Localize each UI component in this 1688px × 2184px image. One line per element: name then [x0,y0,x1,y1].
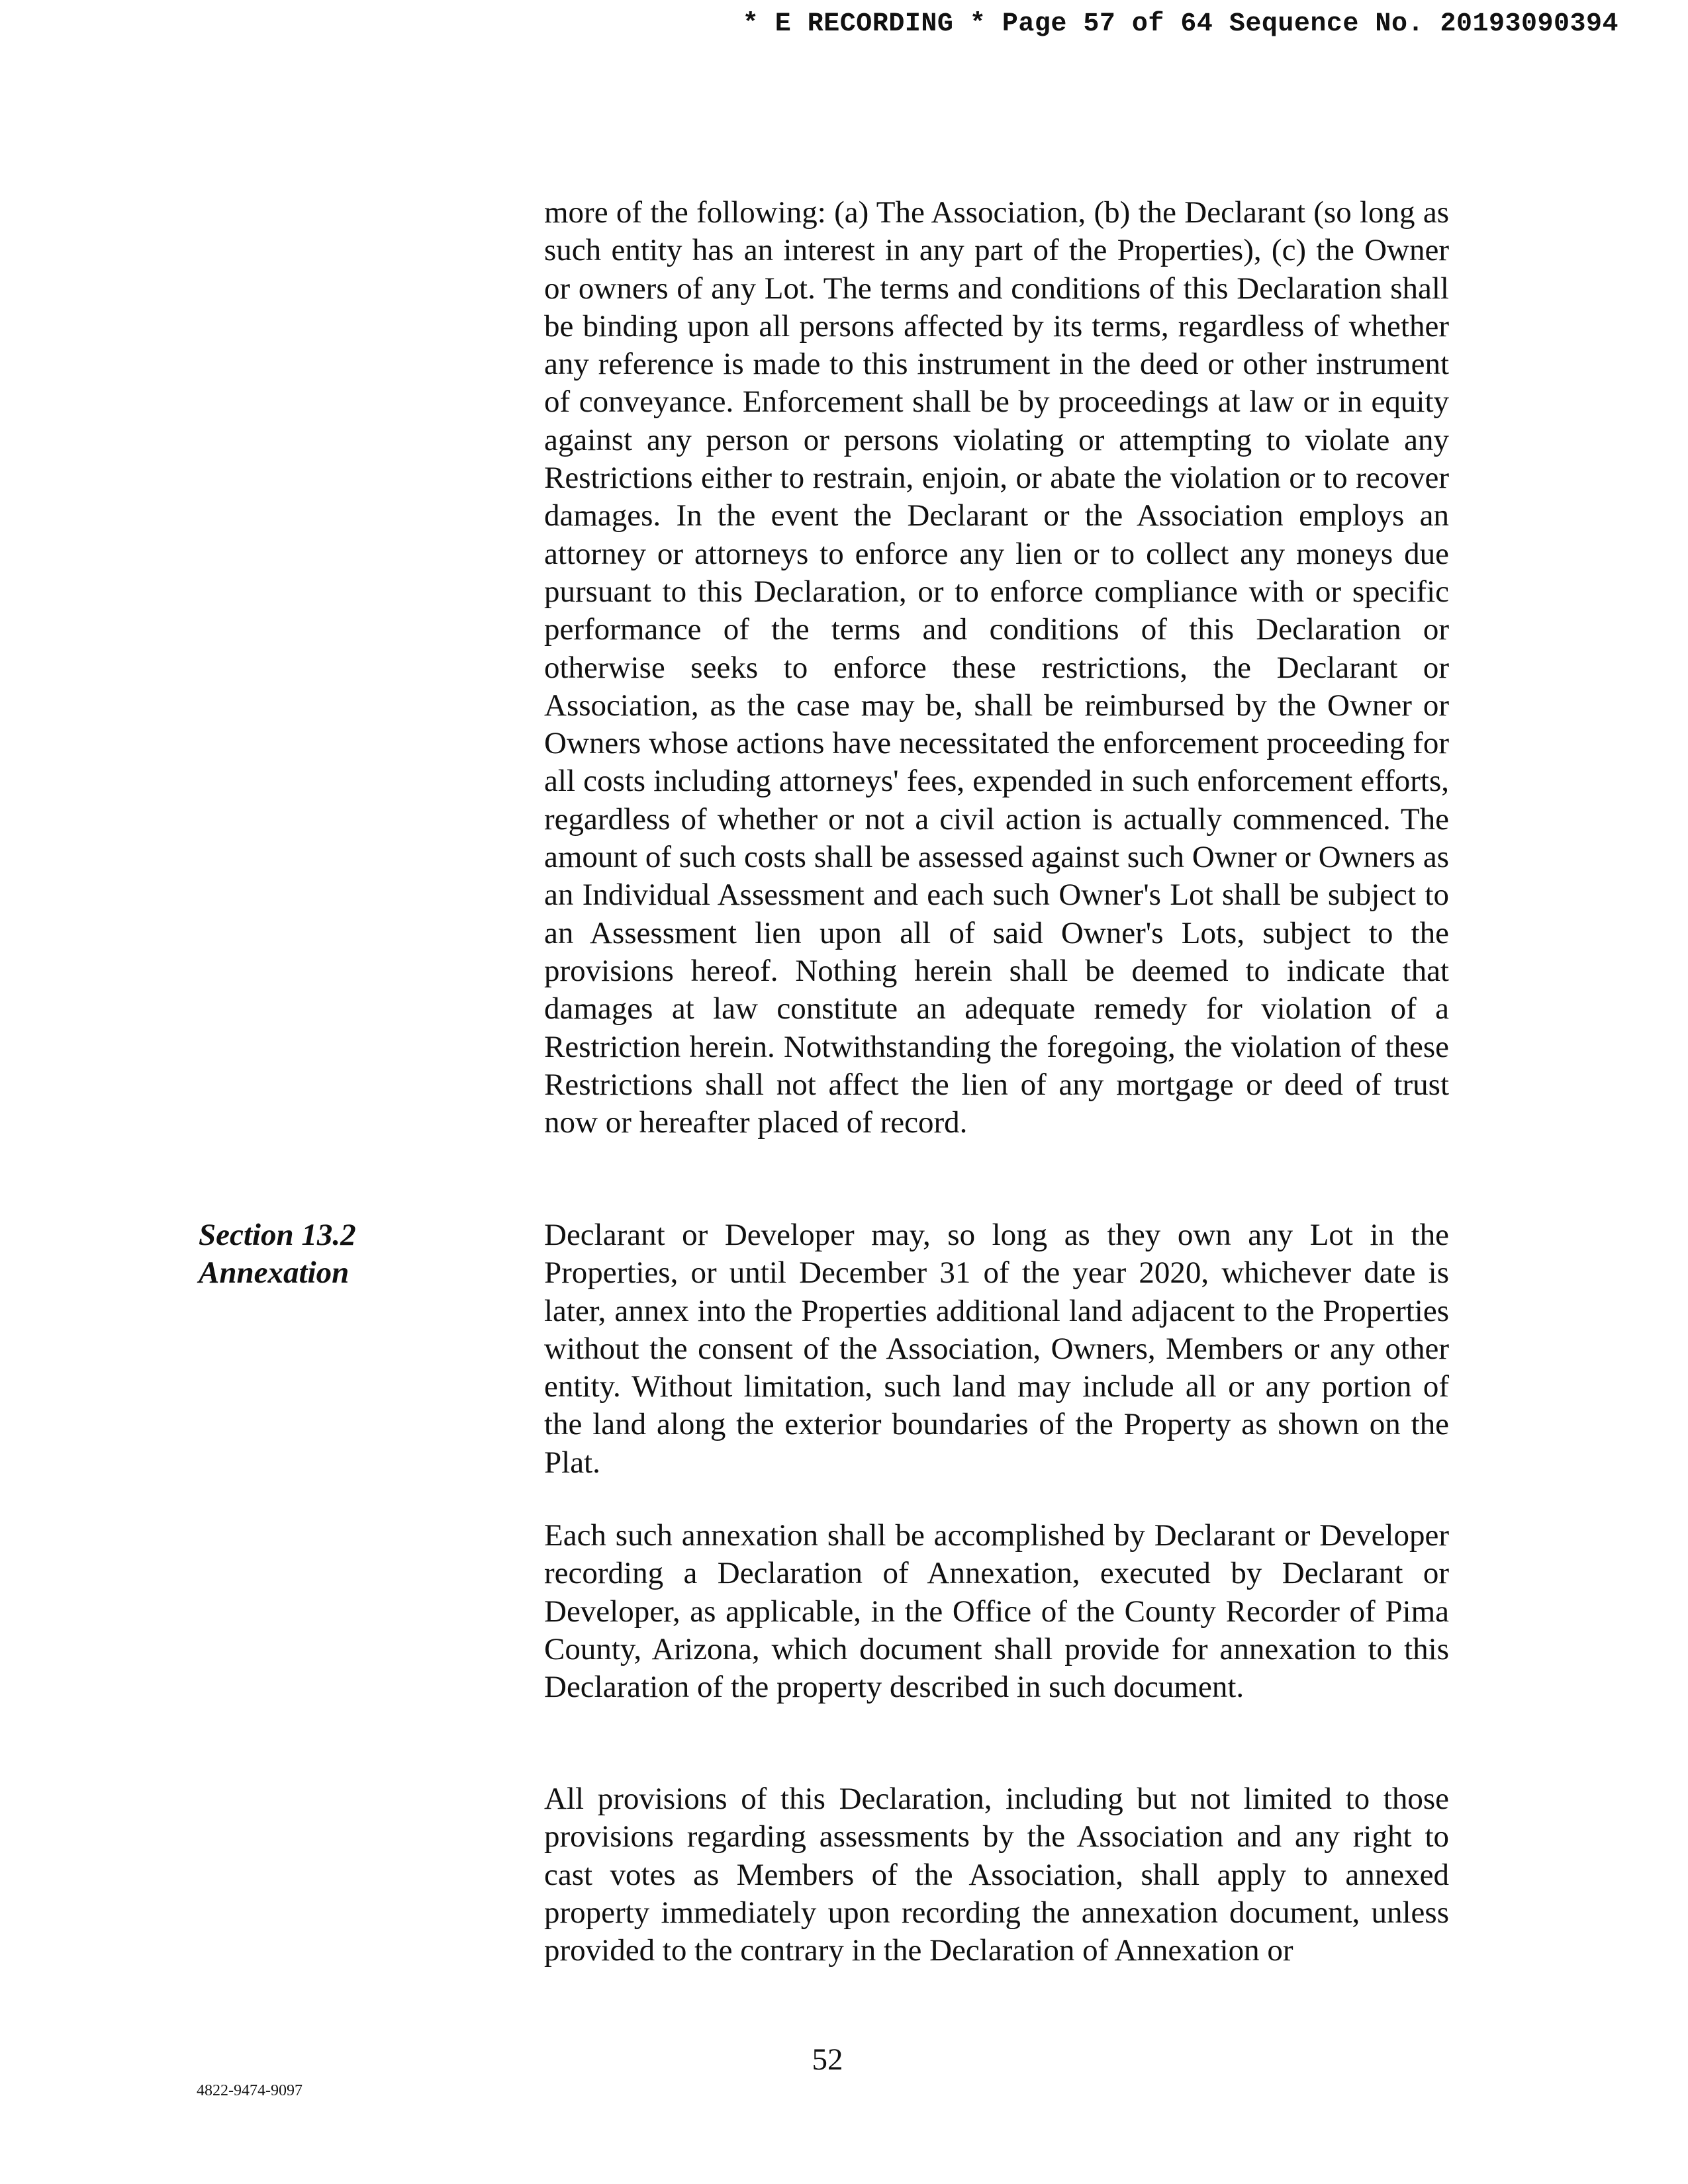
section-paragraph-text: All provisions of this Declaration, including but not limited to those provisions regarding assessments by the Association and any right to cast votes as Members of the Association, shall apply to annexed property immediately upon recording the annexation document, unless provided to the contrary in the Declaration of Annexation or [544,1782,1449,1968]
section-number: Section 13.2 [199,1218,356,1252]
section-paragraph-text: Declarant or Developer may, so long as they own any Lot in the Properties, or until December 31 of the year 2020, whichever date is later, annex into the Properties additional land adjacent to the Properties without the consent of the Association, Owners, Members or any other entity. Without limitation, such land may include all or any portion of the land along the exterior boundaries of the Property as shown on the Plat. [544,1218,1449,1480]
document-id: 4822-9474-9097 [197,2082,303,2099]
recording-stamp-header: * E RECORDING * Page 57 of 64 Sequence No. 20193090394 [742,9,1618,39]
section-paragraph [544,1216,1449,1482]
section-paragraph-text: Each such annexation shall be accomplished by Declarant or Developer recording a Declaration of Annexation, executed by Declarant or Developer, as applicable, in the Office of the County Recorder of Pima County, Arizona, which document shall provide for annexation to this Declaration of the property described in such document. [544,1518,1449,1705]
section-title: Annexation [199,1255,350,1291]
section-paragraph [544,1780,1449,1970]
page-number: 52 [812,2042,843,2077]
section-paragraph [544,1517,1449,1706]
continuation-paragraph [544,194,1449,1142]
section-heading [199,1216,356,1293]
continuation-paragraph-text: more of the following: (a) The Association, (b) the Declarant (so long as such entity has an interest in any part of the Properties), (c) the Owner or owners of any Lot. The terms and conditions of this Declaration shall be binding upon all persons affected by its terms, regardless of whether any reference is made to this instrument in the deed or other instrument of conveyance. Enforcement shall be by proceedings at law or in equity against any person or persons violating or attempting to violate any Restrictions either to restrain, enjoin, or abate the violation or to recover damages. In the event the Declarant or the Association employs an attorney or attorneys to enforce any lien or to collect any moneys due pursuant to this Declaration, or to enforce compliance with or specific performance of the terms and conditions of this Declaration or otherwise seeks to enforce these restrictions, the Declarant or Association, as the case may be, shall be reimbursed by the Owner or Owners whose actions have necessitated the enforcement proceeding for all costs including attorneys' fees, expended in such enforcement efforts, regardless of whether or not a civil action is actually commenced. The amount of such costs shall be assessed against such Owner or Owners as an Individual Assessment and each such Owner's Lot shall be subject to an Assessment lien upon all of said Owner's Lots, subject to the provisions hereof. Nothing herein shall be deemed to indicate that damages at law constitute an adequate remedy for violation of a Restriction herein. Notwithstanding the foregoing, the violation of these Restrictions shall not affect the lien of any mortgage or deed of trust now or hereafter placed of record. [544,195,1449,1140]
